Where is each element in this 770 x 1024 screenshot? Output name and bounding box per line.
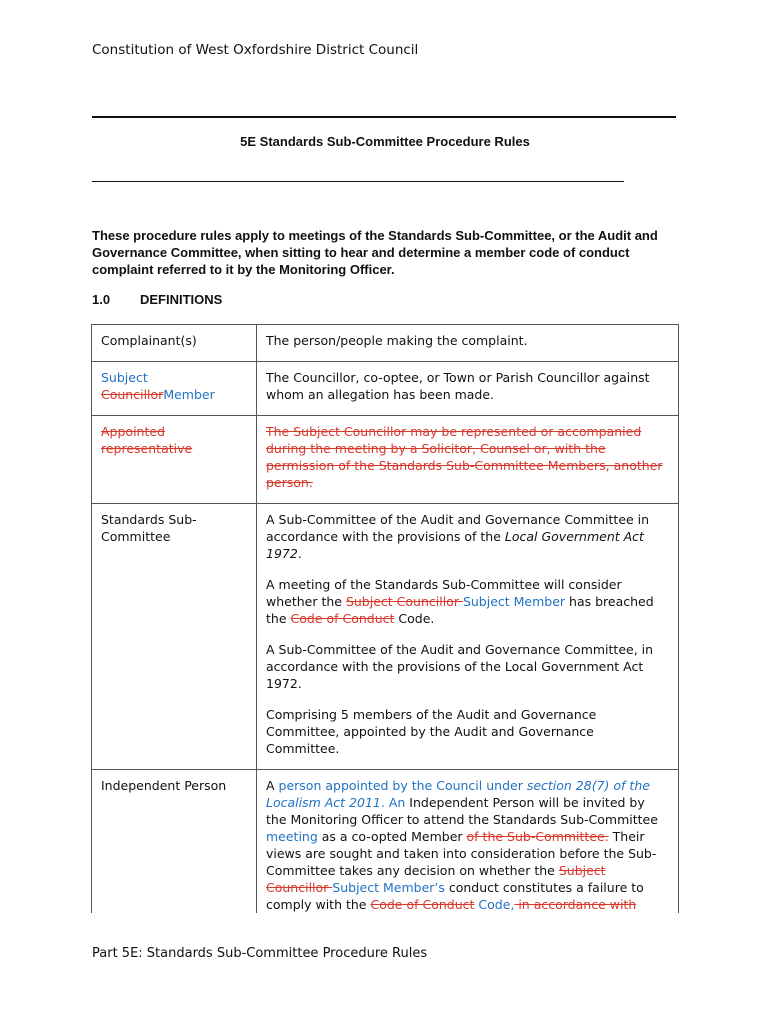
text-run: Independent Person will be invited by the Monitoring Officer to attend the Standards Sub-Committee <box>266 795 658 827</box>
text-run: . <box>297 546 302 561</box>
inserted-text: Subject Member’s <box>332 880 445 895</box>
table-row <box>92 504 679 770</box>
deleted-text: Code of Conduct <box>370 897 475 912</box>
deleted-text: Councillor <box>101 387 164 402</box>
definition-term <box>92 325 257 362</box>
deleted-text: in accordance with <box>514 897 637 912</box>
page-footer: Part 5E: Standards Sub-Committee Procedure Rules <box>92 946 428 961</box>
inserted-text: section 28(7) of the Localism Act 2011 <box>266 778 650 810</box>
inserted-text: meeting <box>266 829 318 844</box>
text-run: conduct constitutes a failure to comply with the <box>266 880 644 912</box>
definition-paragraph <box>266 511 669 562</box>
definition-term <box>92 770 257 914</box>
definition-term <box>92 504 257 770</box>
text-run: A meeting of the Standards Sub-Committee will consider whether the <box>266 577 622 609</box>
text-run: Code. <box>394 611 435 626</box>
text-run: A <box>266 778 279 793</box>
term-text: Standards Sub-Committee <box>101 512 197 544</box>
table-row <box>92 325 679 362</box>
deleted-text: Appointed representative <box>101 424 193 456</box>
deleted-text: The Subject Councillor may be represented or accompanied during the meeting by a Solicitor, Counsel or, with the permission of the Standards Sub-Committee Members, another person. <box>266 424 663 490</box>
header-divider <box>92 116 676 118</box>
deleted-text: Code of Conduct <box>290 611 395 626</box>
definition-text <box>257 362 679 416</box>
title-divider <box>92 181 624 182</box>
text-run: has breached the <box>266 594 654 626</box>
definition-text <box>257 504 679 770</box>
text-run: as a co-opted Member <box>317 829 467 844</box>
definitions-table <box>91 324 679 913</box>
text-run: A Sub-Committee of the Audit and Governance Committee in accordance with the provisions of the <box>266 512 650 544</box>
deleted-text: Subject Councillor <box>345 594 463 609</box>
inserted-text: Subject Member <box>462 594 566 609</box>
inserted-text: Subject <box>101 370 148 385</box>
definition-text <box>257 416 679 504</box>
page-title: 5E Standards Sub-Committee Procedure Rules <box>240 134 530 149</box>
intro-paragraph: These procedure rules apply to meetings of the Standards Sub-Committee, or the Audit and Governance Committee, when sitting to hear and determine a member code of conduct complaint referred to it by the Monitoring Officer. <box>92 228 658 277</box>
section-title: DEFINITIONS <box>140 292 223 307</box>
text-run: Their views are sought and taken into consideration before the Sub-Committee takes any decision on whether the <box>266 829 657 878</box>
running-header: Constitution of West Oxfordshire District Council <box>92 42 419 58</box>
definition-body: The Councillor, co-optee, or Town or Parish Councillor against whom an allegation has been made. <box>266 370 650 402</box>
table-row <box>92 362 679 416</box>
inserted-text: person appointed by the Council under <box>278 778 527 793</box>
definition-term <box>92 362 257 416</box>
table-row <box>92 416 679 504</box>
definition-paragraph <box>266 576 669 627</box>
definition-paragraph: Comprising 5 members of the Audit and Governance Committee, appointed by the Audit and Governance Committee. <box>266 707 597 756</box>
inserted-text: . An <box>380 795 406 810</box>
definition-text <box>257 770 679 914</box>
definition-body: The person/people making the complaint. <box>266 333 528 348</box>
inserted-text: Code, <box>474 897 515 912</box>
section-number: 1.0 <box>92 292 111 307</box>
term-text: Independent Person <box>101 778 227 793</box>
term-text: Complainant(s) <box>101 333 197 348</box>
definition-paragraph: A Sub-Committee of the Audit and Governance Committee, in accordance with the provisions of the Local Government Act 1972. <box>266 642 654 691</box>
definition-text <box>257 325 679 362</box>
deleted-text: Subject Councillor <box>266 863 606 895</box>
section-heading <box>92 292 222 307</box>
inserted-text: Member <box>163 387 215 402</box>
deleted-text: of the Sub-Committee. <box>466 829 609 844</box>
italic-text: Local Government Act 1972 <box>266 529 644 561</box>
definition-term <box>92 416 257 504</box>
table-row <box>92 770 679 914</box>
